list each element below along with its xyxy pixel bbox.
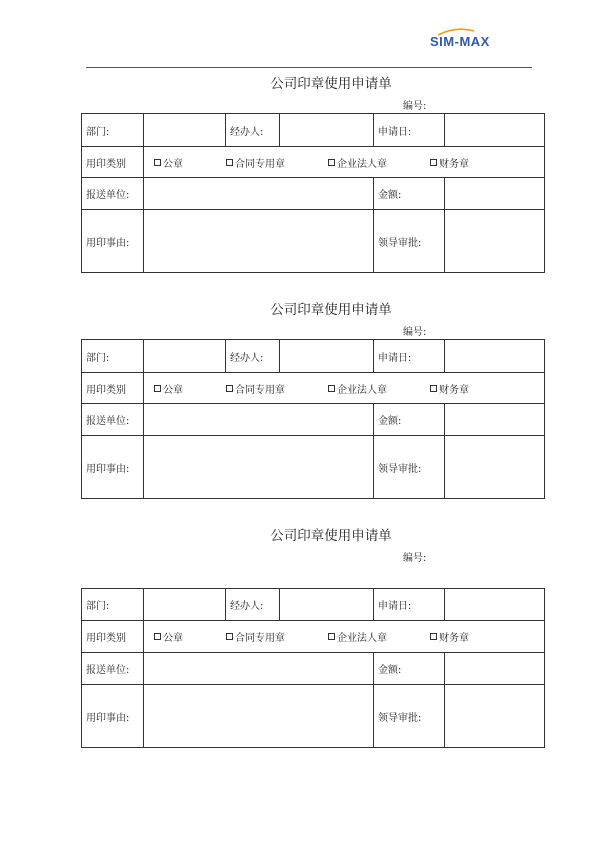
handler-field[interactable] [280,589,374,621]
form-title: 公司印章使用申请单 [270,76,392,92]
reason-field[interactable] [144,210,374,273]
option-legal-rep-seal[interactable] [328,155,430,170]
seal-type-options [144,621,545,653]
handler-field[interactable] [280,340,374,373]
option-label: 财务章 [439,633,469,644]
seal-type-label: 用印类别 [82,621,144,653]
option-label: 财务章 [439,384,469,396]
option-label: 公章 [163,158,183,170]
checkbox-icon [430,385,437,392]
option-official-seal[interactable] [154,381,226,396]
amount-label: 金额: [374,178,445,210]
option-legal-rep-seal[interactable] [328,381,430,396]
seal-type-options [144,373,545,404]
department-label: 部门: [82,340,144,373]
department-field[interactable] [144,114,226,147]
header-rule [86,67,532,68]
apply-date-label: 申请日: [374,589,445,621]
amount-field[interactable] [445,178,545,210]
option-official-seal[interactable] [154,155,226,170]
handler-label: 经办人: [226,340,280,373]
checkbox-icon [226,385,233,392]
checkbox-icon [154,633,161,640]
option-label: 公章 [163,633,183,644]
submit-unit-label: 报送单位: [82,178,144,210]
approval-field[interactable] [445,685,545,748]
amount-label: 金额: [374,404,445,436]
department-label: 部门: [82,114,144,147]
reason-label: 用印事由: [82,436,144,499]
option-label: 合同专用章 [235,633,285,644]
option-legal-rep-seal[interactable] [328,629,430,644]
form-title: 公司印章使用申请单 [270,302,392,318]
number-label: 编号: [403,553,427,564]
approval-field[interactable] [445,436,545,499]
approval-label: 领导审批: [374,210,445,273]
checkbox-icon [430,633,437,640]
option-label: 财务章 [439,158,469,170]
option-finance-seal[interactable] [430,155,469,170]
apply-date-field[interactable] [445,589,545,621]
submit-unit-label: 报送单位: [82,653,144,685]
submit-unit-field[interactable] [144,178,374,210]
reason-field[interactable] [144,436,374,499]
department-field[interactable] [144,340,226,373]
approval-field[interactable] [445,210,545,273]
checkbox-icon [328,633,335,640]
apply-date-field[interactable] [445,340,545,373]
option-label: 企业法人章 [337,158,387,170]
reason-label: 用印事由: [82,210,144,273]
checkbox-icon [226,159,233,166]
checkbox-icon [328,159,335,166]
option-official-seal[interactable] [154,629,226,644]
amount-field[interactable] [445,404,545,436]
reason-label: 用印事由: [82,685,144,748]
department-field[interactable] [144,589,226,621]
submit-unit-field[interactable] [144,653,374,685]
number-label: 编号: [403,101,427,112]
handler-label: 经办人: [226,114,280,147]
seal-type-label: 用印类别 [82,147,144,178]
option-label: 合同专用章 [235,158,285,170]
option-finance-seal[interactable] [430,629,469,644]
option-label: 企业法人章 [337,384,387,396]
option-contract-seal[interactable] [226,629,328,644]
handler-field[interactable] [280,114,374,147]
submit-unit-label: 报送单位: [82,404,144,436]
form-table [81,339,545,499]
checkbox-icon [154,159,161,166]
handler-label: 经办人: [226,589,280,621]
amount-label: 金额: [374,653,445,685]
seal-type-options [144,147,545,178]
department-label: 部门: [82,589,144,621]
reason-field[interactable] [144,685,374,748]
form-table [81,588,545,748]
logo-text: SIM-MAX [430,34,490,49]
option-label: 公章 [163,384,183,396]
checkbox-icon [430,159,437,166]
number-label: 编号: [403,327,427,338]
option-contract-seal[interactable] [226,155,328,170]
checkbox-icon [328,385,335,392]
checkbox-icon [154,385,161,392]
seal-type-label: 用印类别 [82,373,144,404]
option-label: 合同专用章 [235,384,285,396]
option-contract-seal[interactable] [226,381,328,396]
submit-unit-field[interactable] [144,404,374,436]
option-label: 企业法人章 [337,633,387,644]
company-logo [430,34,490,49]
approval-label: 领导审批: [374,685,445,748]
apply-date-label: 申请日: [374,114,445,147]
approval-label: 领导审批: [374,436,445,499]
logo-swoosh-icon [436,28,476,36]
option-finance-seal[interactable] [430,381,469,396]
checkbox-icon [226,633,233,640]
form-title: 公司印章使用申请单 [270,528,392,544]
apply-date-label: 申请日: [374,340,445,373]
amount-field[interactable] [445,653,545,685]
form-table [81,113,545,273]
apply-date-field[interactable] [445,114,545,147]
